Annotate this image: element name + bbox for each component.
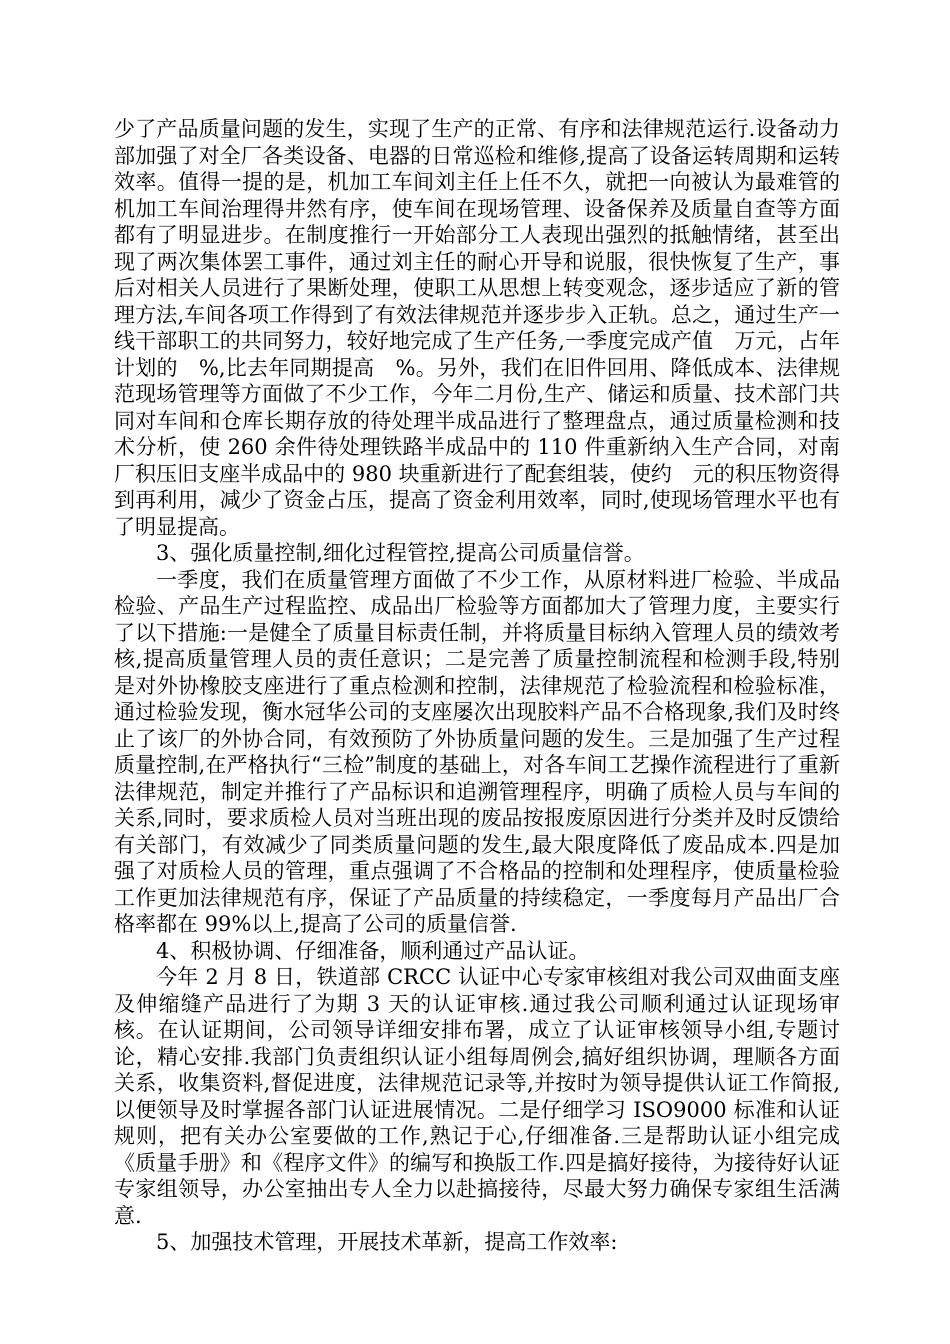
body-paragraph-quality: 一季度，我们在质量管理方面做了不少工作，从原材料进厂检验、半成品检验、产品生产过程监控、成品出厂检验等方面都加大了管理力度，主要实行了以下措施:一是健全了质量目标责任制，并将质量目标纳入管理人员的绩效考核,提高质量管理人员的责任意识；二是完善了质量控制流程和检测手段,特别是对外协橡胶支座进行了重点检测和控制，法律规范了检验流程和检验标准，通过检验发现，衡水冠华公司的支座屡次出现胶料产品不合格现象,我们及时终止了该厂的外协合同，有效预防了外协质量问题的发生。三是加强了生产过程质量控制,在严格执行“三检”制度的基础上，对各车间工艺操作流程进行了重新法律规范，制定并推行了产品标识和追溯管理程序，明确了质检人员与车间的关系,同时，要求质检人员对当班出现的废品按报废原因进行分类并及时反馈给有关部门，有效减少了同类质量问题的发生,最大限度降低了废品成本.四是加强了对质检人员的管理，重点强调了不合格品的控制和处理程序，使质量检验工作更加法律规范有序，保证了产品质量的持续稳定，一季度每月产品出厂合格率都在 99%以上,提高了公司的质量信誉. [114, 567, 840, 936]
section-heading-certification: 4、积极协调、仔细准备，顺利通过产品认证。 [156, 938, 590, 963]
body-paragraph-continued: 少了产品质量问题的发生，实现了生产的正常、有序和法律规范运行.设备动力部加强了对全厂各类设备、电器的日常巡检和维修,提高了设备运转周期和运转效率。值得一提的是，机加工车间刘主任上任不久，就把一向被认为最难管的机加工车间治理得井然有序，使车间在现场管理、设备保养及质量自查等方面都有了明显进步。在制度推行一开始部分工人表现出强烈的抵触情绪，甚至出现了两次集体罢工事件，通过刘主任的耐心开导和说服，很快恢复了生产，事后对相关人员进行了果断处理，使职工从思想上转变观念，逐步适应了新的管理方法,车间各项工作得到了有效法律规范并逐步步入正轨。总之，通过生产一线干部职工的共同努力，较好地完成了生产任务,一季度完成产值 万元，占年计划的 %,比去年同期提高 %。另外，我们在旧件回用、降低成本、法律规范现场管理等方面做了不少工作，今年二月份,生产、储运和质量、技术部门共同对车间和仓库长期存放的待处理半成品进行了整理盘点，通过质量检测和技术分析，使 260 余件待处理铁路半成品中的 110 件重新纳入生产合同，对南厂积压旧支座半成品中的 980 块重新进行了配套组装，使约 元的积压物资得到再利用，减少了资金占压，提高了资金利用效率，同时,使现场管理水平也有了明显提高。 [114, 117, 840, 539]
body-paragraph-certification: 今年 2 月 8 日，铁道部 CRCC 认证中心专家审核组对我公司双曲面支座及伸缩缝产品进行了为期 3 天的认证审核.通过我公司顺利通过认证现场审核。在认证期间，公司领导详细安排布署，成立了认证审核领导小组,专题讨论，精心安排.我部门负责组织认证小组每周例会,搞好组织协调，理顺各方面关系，收集资料,督促进度，法律规范记录等,并按时为领导提供认证工作简报,以便领导及时掌握各部门认证进展情况。二是仔细学习 ISO9000 标准和认证规则，把有关办公室要做的工作,熟记于心,仔细准备.三是帮助认证小组完成《质量手册》和《程序文件》的编写和换版工作.四是搞好接待，为接待好认证专家组领导，办公室抽出专人全力以赴搞接待，尽最大努力确保专家组生活满意. [114, 965, 840, 1228]
document-page [114, 116, 840, 1256]
section-heading-quality-control: 3、强化质量控制,细化过程管控,提高公司质量信誉。 [156, 541, 645, 565]
section-heading-technical-management: 5、加强技术管理，开展技术革新，提高工作效率: [156, 1230, 618, 1254]
